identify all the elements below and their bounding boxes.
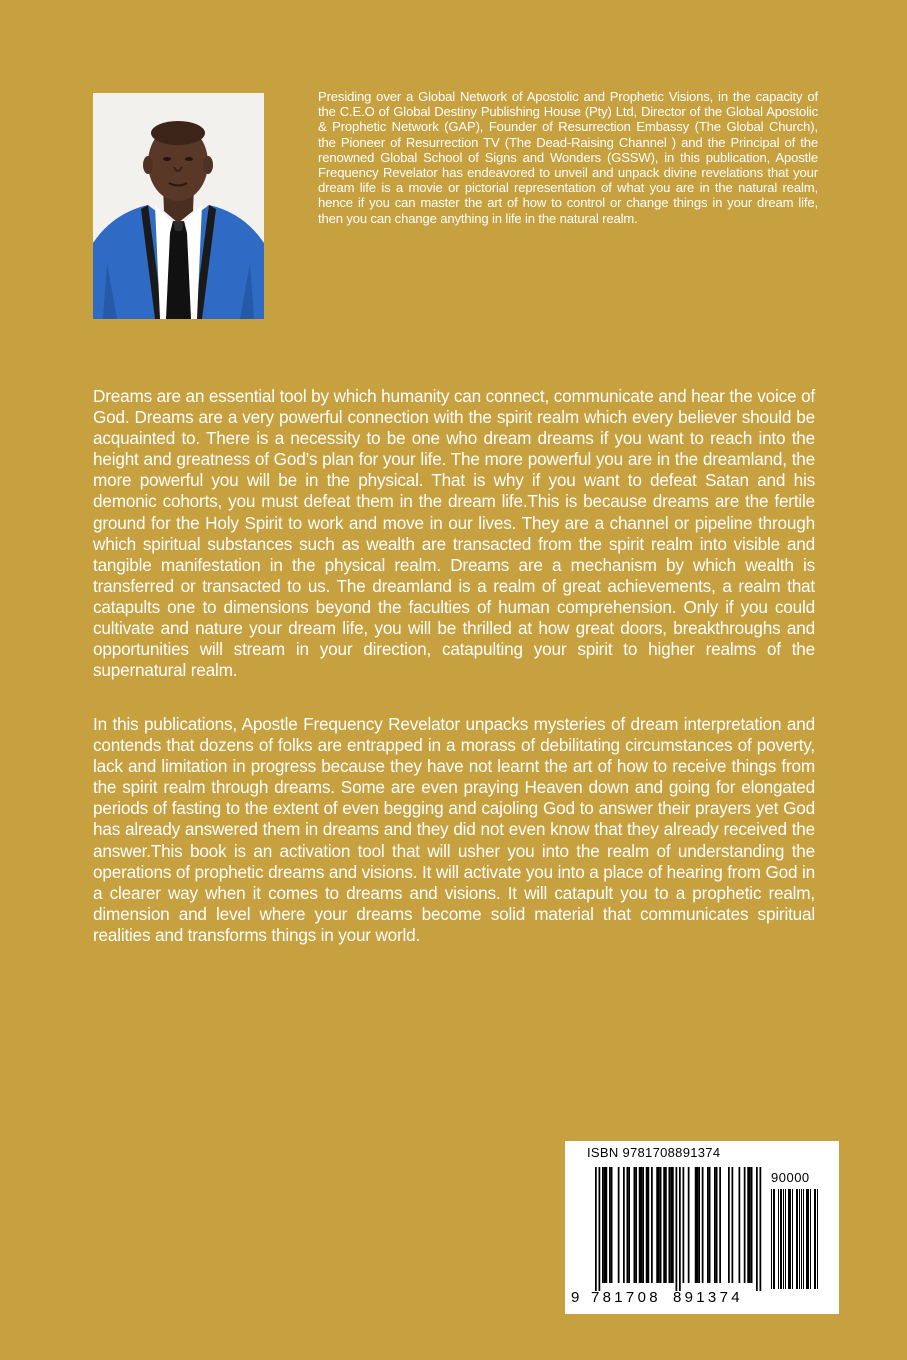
barcode-bar bbox=[665, 1167, 667, 1283]
description-paragraph-2: In this publications, Apostle Frequency Revelator unpacks mysteries of dream interpretation and contends that dozens of folks are entrapped in a morass of debilitating circumstances of poverty, lack and limitation in progress because they have not learnt the art of how to receive things from the spirit realm through dreams. Some are even praying Heaven down and going for elongated periods of fasting to the extent of even begging and cajoling God to answer their prayers yet God has already answered them in dreams and they did not even know that they already received the answer.This book is an activation tool that will usher you into the realm of understanding the operations of prophetic dreams and visions. It will activate you into a place of hearing from God in a clearer way when it comes to dreams and visions. It will catapult you to a prophetic realm, dimension and level where your dreams become solid material that communicates spiritual realities and transforms things in your world. bbox=[93, 714, 815, 945]
addon-bar bbox=[803, 1189, 804, 1289]
barcode-bar bbox=[669, 1167, 671, 1283]
barcode-bar bbox=[602, 1167, 604, 1283]
addon-bar bbox=[799, 1189, 800, 1289]
addon-bar bbox=[781, 1189, 782, 1289]
addon-bar bbox=[814, 1189, 815, 1289]
barcode-bar bbox=[751, 1167, 753, 1283]
addon-bar bbox=[807, 1189, 808, 1289]
addon-bar bbox=[815, 1189, 816, 1289]
barcode-guard-bar bbox=[760, 1167, 762, 1291]
addon-bar bbox=[792, 1189, 793, 1289]
barcode-bar bbox=[663, 1167, 665, 1283]
barcode-bar bbox=[672, 1167, 674, 1283]
barcode-bar bbox=[714, 1167, 716, 1283]
addon-bar bbox=[797, 1189, 798, 1289]
barcode-bar bbox=[651, 1167, 653, 1283]
barcode-bar bbox=[623, 1167, 625, 1283]
barcode-bar bbox=[660, 1167, 662, 1283]
addon-bar bbox=[796, 1189, 797, 1289]
barcode-bar bbox=[695, 1167, 697, 1283]
barcode-bar bbox=[627, 1167, 629, 1283]
addon-bar bbox=[806, 1189, 807, 1289]
barcode-bar bbox=[670, 1167, 672, 1283]
barcode-guard-bar bbox=[676, 1167, 678, 1291]
barcode-bar bbox=[634, 1167, 636, 1283]
barcode-bar bbox=[719, 1167, 721, 1283]
barcode-guard-bar bbox=[756, 1167, 758, 1291]
price-addon-barcode bbox=[771, 1189, 823, 1289]
addon-bar bbox=[773, 1189, 774, 1289]
barcode-bar bbox=[635, 1167, 637, 1283]
isbn-label: ISBN 9781708891374 bbox=[587, 1145, 721, 1160]
barcode-bar bbox=[656, 1167, 658, 1283]
barcode-bar bbox=[658, 1167, 660, 1283]
addon-bar bbox=[788, 1189, 789, 1289]
addon-bar bbox=[783, 1189, 784, 1289]
barcode-bar bbox=[688, 1167, 690, 1283]
description-paragraph-1: Dreams are an essential tool by which humanity can connect, communicate and hear the voice of God. Dreams are a very powerful connection with the spirit realm which every believer should be acquainted to. There is a necessity to be one who dream dreams if you want to reach into the height and greatness of God’s plan for your life. The more powerful you are in the dreamland, the more powerful you will be in the physical. That is why if you want to defeat Satan and his demonic cohorts, you must defeat them in the dream life.This is because dreams are the fertile ground for the Holy Spirit to work and move in our lives. They are a channel or pipeline through which spiritual substances such as wealth are transacted from the spirit realm into visible and tangible manifestation in the physical realm. Dreams are a mechanism by which wealth is transferred or transacted to us. The dreamland is a realm of great achievements, a realm that catapults one to dimensions beyond the faculties of human comprehension. Only if you could cultivate and nature your dream life, you will be thrilled at how great doors, breakthroughs and opportunities will stream in your direction, catapulting your spirit to higher realms of the supernatural realm. bbox=[93, 386, 815, 681]
barcode-bar bbox=[747, 1167, 749, 1283]
addon-bar bbox=[778, 1189, 779, 1289]
author-bio: Presiding over a Global Network of Apostolic and Prophetic Visions, in the capacity of the C.E.O of Global Destiny Publishing House (Pty) Ltd, Director of the Global Apostolic & Prophetic Network (GAP), Founder of Resurrection Embassy (The Global Church), the Pioneer of Resurrection TV (The Dead-Raising Channel ) and the Principal of the renowned Global School of Signs and Wonders (GSSW), in this publication, Apostle Frequency Revelator has endeavored to unveil and unpack divine revelations that your dream life is a movie or pictorial representation of what you are in the natural realm, hence if you can master the art of how to control or change things in your dream life, then you can change anything in life in the natural realm. bbox=[318, 89, 818, 226]
barcode-bar bbox=[698, 1167, 700, 1283]
barcode-bar bbox=[702, 1167, 704, 1283]
barcode-bar bbox=[606, 1167, 608, 1283]
barcode-digits-right: 891374 bbox=[673, 1289, 743, 1306]
addon-bar bbox=[810, 1189, 811, 1289]
barcode-bar bbox=[639, 1167, 641, 1283]
barcode-bar bbox=[641, 1167, 643, 1283]
barcode-bar bbox=[749, 1167, 751, 1283]
barcode-bar bbox=[628, 1167, 630, 1283]
barcode-bar bbox=[604, 1167, 606, 1283]
addon-bar bbox=[774, 1189, 775, 1289]
barcode-bar bbox=[739, 1167, 741, 1283]
barcode-bar bbox=[683, 1167, 685, 1283]
barcode-digit-lead: 9 bbox=[571, 1289, 580, 1306]
barcode-bar bbox=[611, 1167, 613, 1283]
barcode-digits-left: 781708 bbox=[591, 1289, 661, 1306]
barcode-bar bbox=[648, 1167, 650, 1283]
barcode-bar bbox=[609, 1167, 611, 1283]
barcode-guard-bar bbox=[595, 1167, 597, 1291]
barcode-bar bbox=[697, 1167, 699, 1283]
barcode-bar bbox=[716, 1167, 718, 1283]
addon-bar bbox=[801, 1189, 802, 1289]
barcode-bar bbox=[709, 1167, 711, 1283]
barcode-bar bbox=[618, 1167, 620, 1283]
addon-bar bbox=[790, 1189, 791, 1289]
ean13-barcode bbox=[583, 1167, 763, 1291]
barcode-bar bbox=[646, 1167, 648, 1283]
addon-bar bbox=[789, 1189, 790, 1289]
price-code: 90000 bbox=[771, 1170, 810, 1185]
author-photo bbox=[93, 93, 264, 319]
barcode-guard-bar bbox=[599, 1167, 601, 1291]
barcode-bar bbox=[642, 1167, 644, 1283]
barcode-guard-bar bbox=[679, 1167, 681, 1291]
barcode-bar bbox=[728, 1167, 730, 1283]
addon-bar bbox=[771, 1189, 772, 1289]
addon-bar bbox=[808, 1189, 809, 1289]
addon-bar bbox=[817, 1189, 818, 1289]
addon-bar bbox=[785, 1189, 786, 1289]
addon-bar bbox=[780, 1189, 781, 1289]
barcode-bar bbox=[707, 1167, 709, 1283]
isbn-barcode-box bbox=[565, 1141, 839, 1314]
author-portrait-illustration bbox=[93, 93, 264, 319]
barcode-bar bbox=[732, 1167, 734, 1283]
barcode-bar bbox=[744, 1167, 746, 1283]
